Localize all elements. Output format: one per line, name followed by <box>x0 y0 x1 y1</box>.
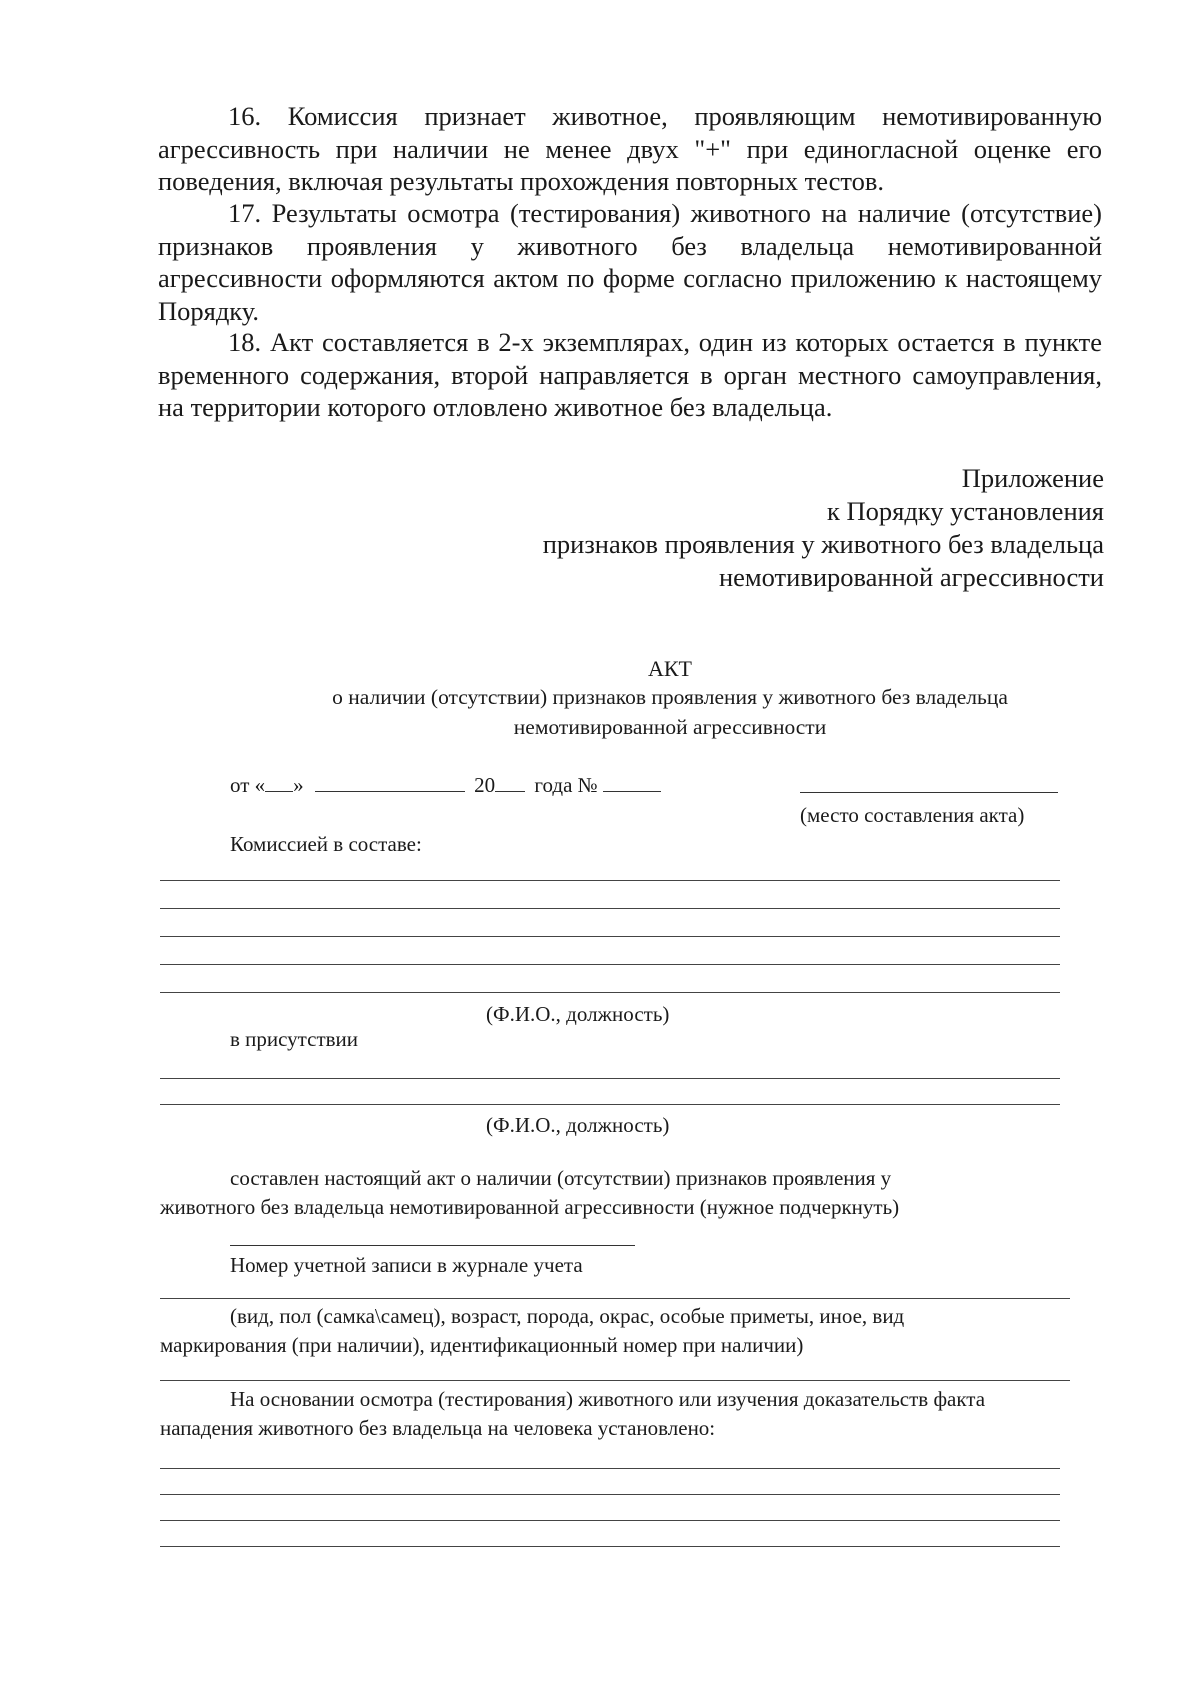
month-blank <box>315 773 465 792</box>
act-subtitle <box>0 682 1200 742</box>
animal-description-line <box>160 1298 1070 1299</box>
paragraph-18 <box>158 326 1102 424</box>
date-suffix-label: года № <box>534 773 598 797</box>
day-blank <box>265 773 293 792</box>
journal-label: Номер учетной записи в журнале учета <box>230 1253 583 1277</box>
animal-caption-line-2: маркирования (при наличии), идентификационный номер при наличии) <box>160 1333 804 1357</box>
commission-line-5 <box>160 992 1060 993</box>
basis-line-4-blank <box>160 1546 1060 1547</box>
appendix-line-1: Приложение <box>961 463 1104 493</box>
journal-number-line <box>230 1245 635 1246</box>
paragraph-16-text: 16. Комиссия признает животное, проявляющим немотивированную агрессивность при наличии не менее двух "+" при единогласной оценке его поведения, включая результаты прохождения повторных тестов. <box>158 101 1102 196</box>
act-title: АКТ <box>648 656 692 681</box>
presence-line-2 <box>160 1104 1060 1105</box>
commission-line-2 <box>160 908 1060 909</box>
paragraph-17 <box>158 197 1102 327</box>
fio-caption-1: (Ф.И.О., должность) <box>486 1002 670 1026</box>
act-subtitle-line-1: о наличии (отсутствии) признаков проявления у животного без владельца <box>332 685 1008 709</box>
presence-line-1 <box>160 1078 1060 1079</box>
appendix-header <box>543 462 1104 594</box>
paragraph-18-text: 18. Акт составляется в 2-х экземплярах, один из которых остается в пункте временного содержания, второй направляется в орган местного самоуправления, на территории которого отловлено животное без владельца. <box>158 327 1102 422</box>
fio-caption-2: (Ф.И.О., должность) <box>486 1113 670 1137</box>
date-year-label: 20 <box>474 773 496 797</box>
basis-line-3-blank <box>160 1520 1060 1521</box>
commission-line-4 <box>160 964 1060 965</box>
act-subtitle-line-2: немотивированной агрессивности <box>513 715 827 739</box>
compiled-line-2: животного без владельца немотивированной агрессивности (нужное подчеркнуть) <box>160 1195 900 1219</box>
basis-line-1: На основании осмотра (тестирования) животного или изучения доказательств факта <box>230 1387 986 1411</box>
date-from-label: от « <box>230 773 266 797</box>
year-blank <box>495 773 525 792</box>
basis-line-1-blank <box>160 1468 1060 1469</box>
basis-line-2-blank <box>160 1494 1060 1495</box>
commission-label: Комиссией в составе: <box>230 832 422 856</box>
date-quote-close: » <box>293 773 304 797</box>
commission-line-3 <box>160 936 1060 937</box>
appendix-line-4: немотивированной агрессивности <box>718 562 1104 592</box>
paragraph-17-text: 17. Результаты осмотра (тестирования) животного на наличие (отсутствие) признаков проявления у животного без владельца немотивированной агрессивности оформляются актом по форме согласно приложению к настоящему Порядку. <box>158 198 1102 326</box>
appendix-line-2: к Порядку установления <box>827 496 1104 526</box>
act-date-line <box>230 770 661 800</box>
animal-caption-line-1: (вид, пол (самка\самец), возраст, порода, окрас, особые приметы, иное, вид <box>230 1304 905 1328</box>
basis-line-2: нападения животного без владельца на человека установлено: <box>160 1416 716 1440</box>
place-caption: (место составления акта) <box>800 803 1025 827</box>
appendix-line-3: признаков проявления у животного без владельца <box>542 529 1104 559</box>
compiled-line-1: составлен настоящий акт о наличии (отсутствии) признаков проявления у <box>230 1166 892 1190</box>
commission-line-1 <box>160 880 1060 881</box>
place-blank-line <box>800 792 1058 793</box>
presence-label: в присутствии <box>230 1027 359 1051</box>
basis-separator-line <box>160 1380 1070 1381</box>
paragraph-16 <box>158 100 1102 198</box>
number-blank <box>603 773 661 792</box>
